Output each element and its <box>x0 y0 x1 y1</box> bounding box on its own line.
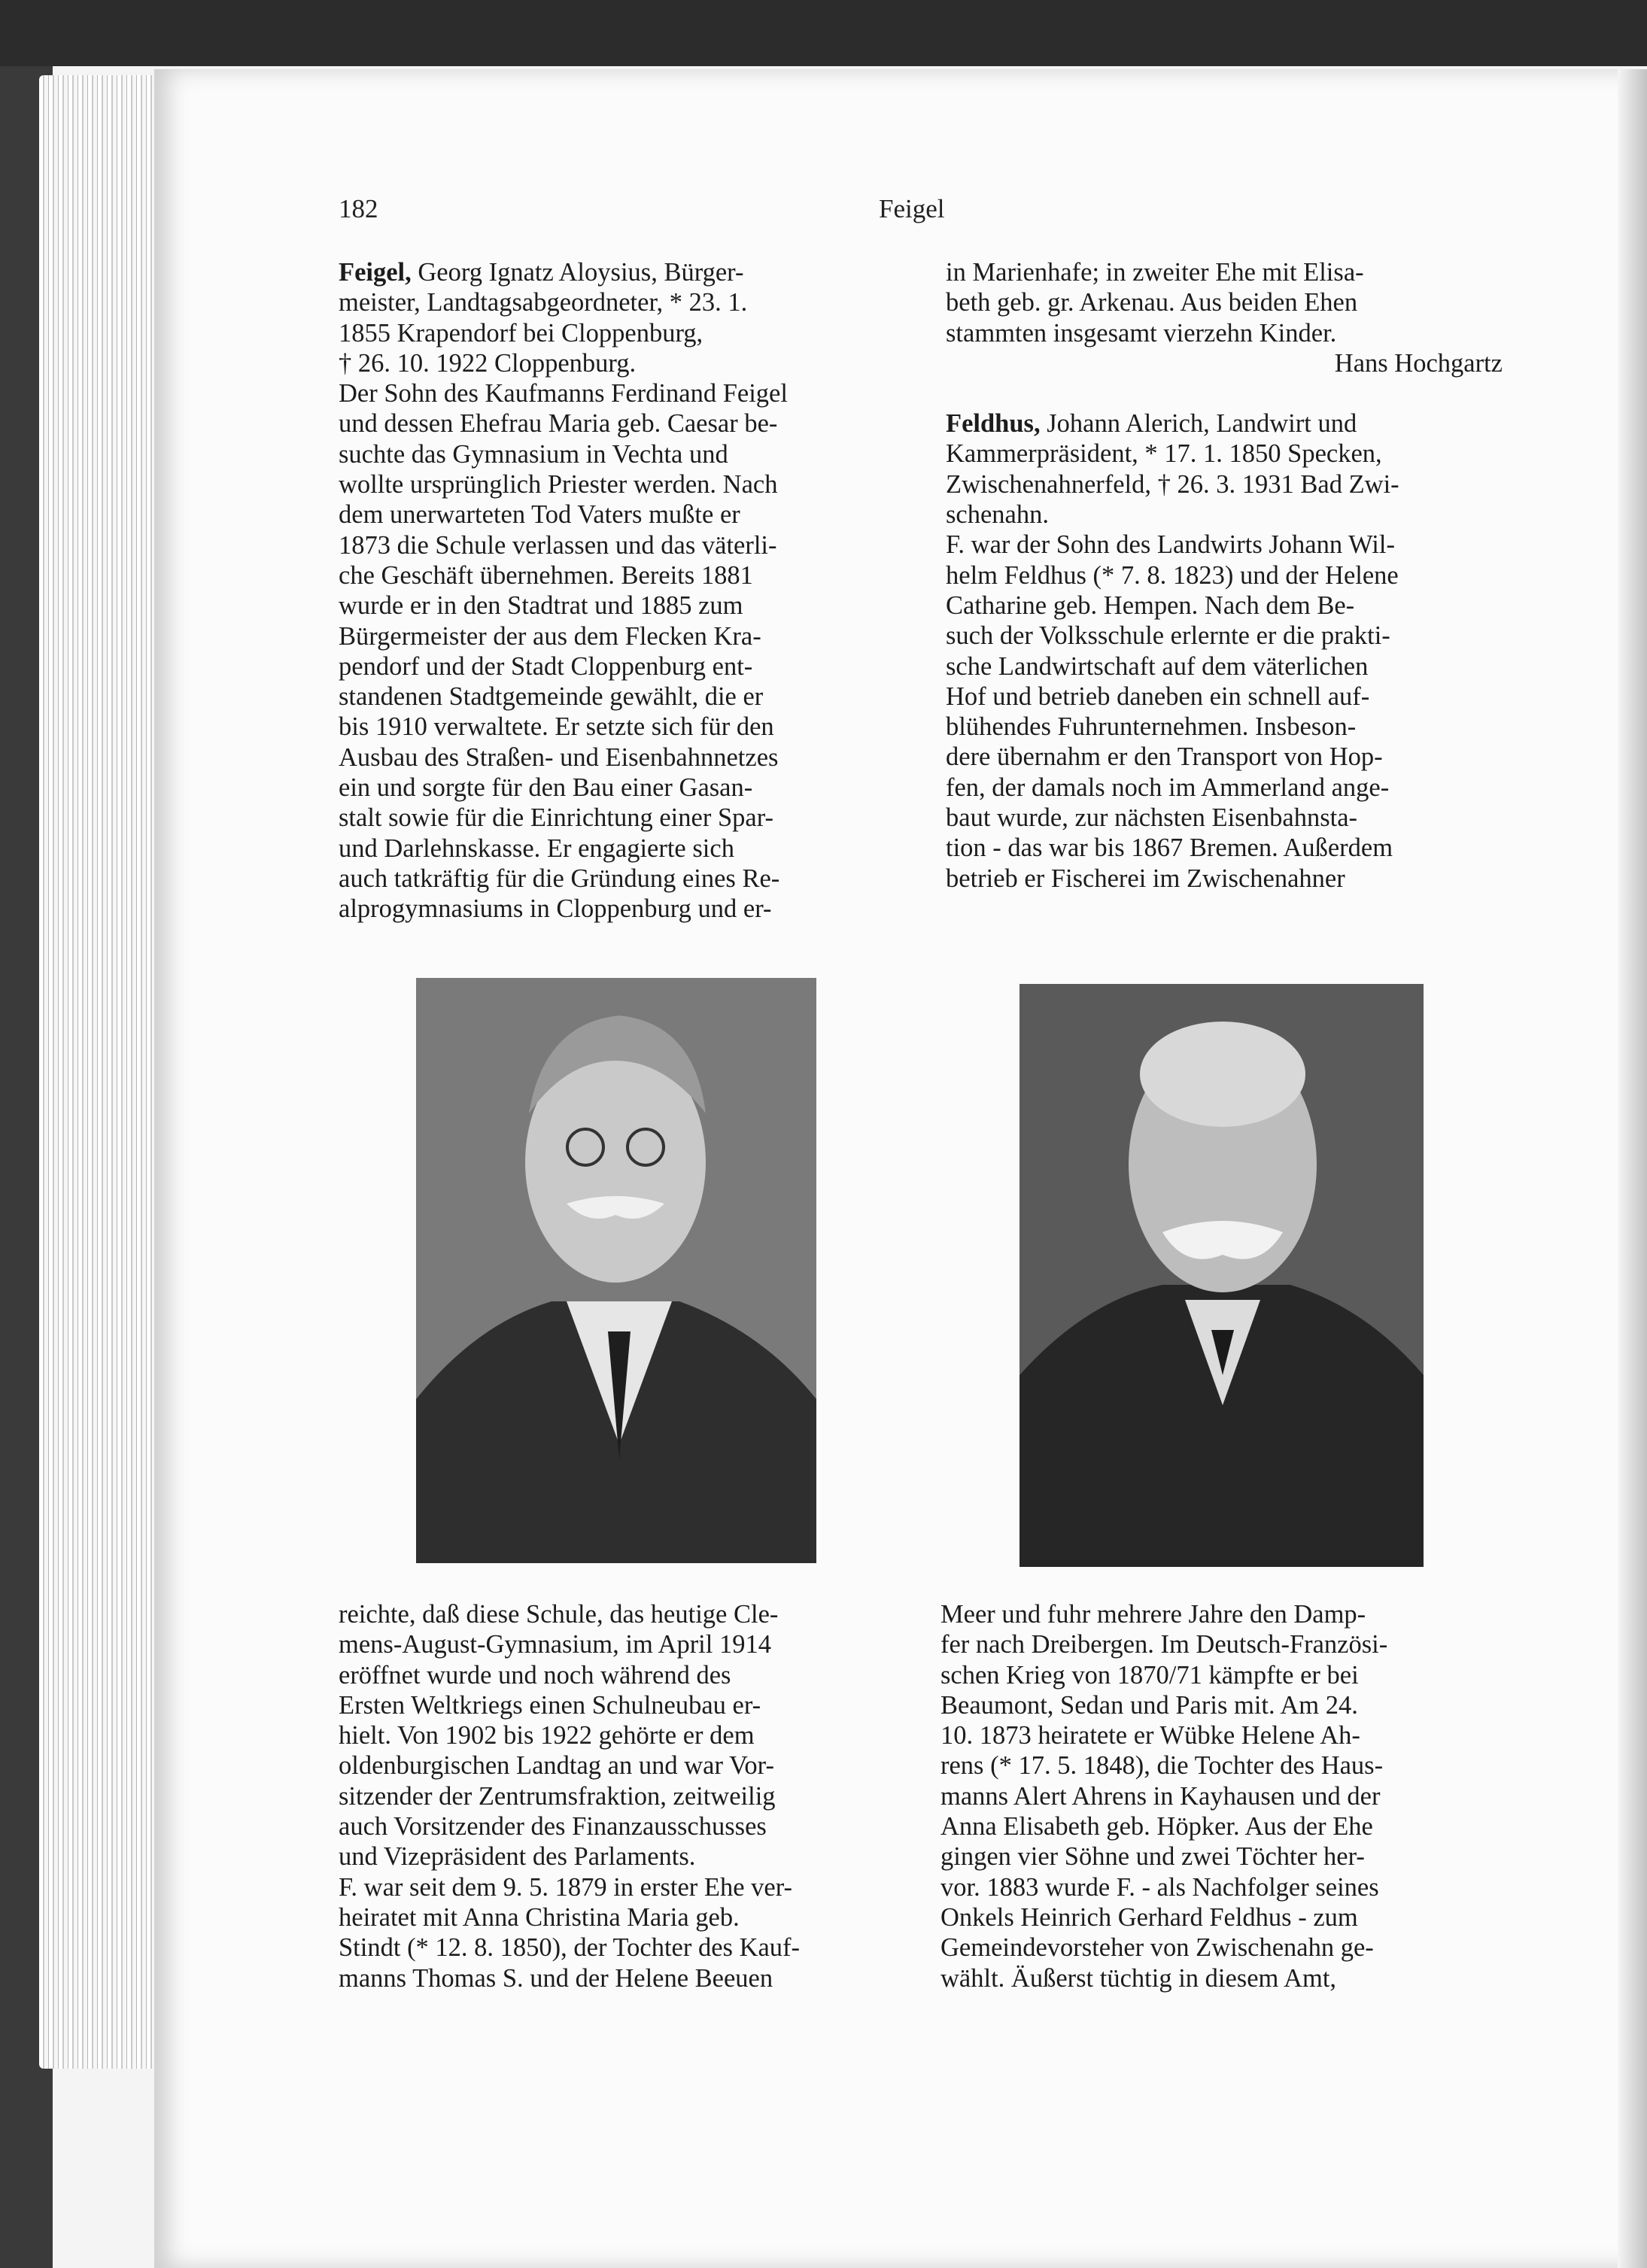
text-line: reichte, daß diese Schule, das heutige Cle- <box>339 1600 779 1629</box>
text-line: Anna Elisabeth geb. Höpker. Aus der Ehe <box>940 1812 1373 1841</box>
page-number: 182 <box>339 194 378 223</box>
text-line: Catharine geb. Hempen. Nach dem Be- <box>946 591 1355 620</box>
text-line: fen, der damals noch im Ammerland ange- <box>946 773 1390 802</box>
text-line: Beaumont, Sedan und Paris mit. Am 24. <box>940 1690 1358 1720</box>
text-line: vor. 1883 wurde F. - als Nachfolger seines <box>940 1872 1379 1902</box>
text-line: che Geschäft übernehmen. Bereits 1881 <box>339 560 753 590</box>
text-line: helm Feldhus (* 7. 8. 1823) und der Helene <box>946 560 1399 590</box>
text-line: und Darlehnskasse. Er engagierte sich <box>339 833 734 863</box>
text-line: Meer und fuhr mehrere Jahre den Damp- <box>940 1600 1366 1629</box>
text-line: auch Vorsitzender des Finanzausschusses <box>339 1812 767 1841</box>
text-line: heiratet mit Anna Christina Maria geb. <box>339 1902 740 1932</box>
entry-separator <box>946 378 1503 408</box>
text-line: schenahn. <box>946 500 1049 530</box>
feigel-entry-continued <box>339 1599 895 1993</box>
text-line: bis 1910 verwaltete. Er setzte sich für den <box>339 712 774 742</box>
right-column-top <box>946 257 1503 894</box>
text-line: Onkels Heinrich Gerhard Feldhus - zum <box>940 1902 1358 1932</box>
text-line: blühendes Fuhrunternehmen. Insbeson- <box>946 712 1357 742</box>
text-line: dere übernahm er den Transport von Hop- <box>946 742 1383 772</box>
feigel-entry-start <box>339 257 895 925</box>
text-line: Ersten Weltkriegs einen Schulneubau er- <box>339 1690 761 1720</box>
text-line: sche Landwirtschaft auf dem väterlichen <box>946 651 1369 681</box>
text-line: eröffnet wurde und noch während des <box>339 1660 731 1690</box>
text-line: mens-August-Gymnasium, im April 1914 <box>339 1630 771 1659</box>
text-line: F. war der Sohn des Landwirts Johann Wil- <box>946 530 1395 560</box>
running-title: Feigel <box>879 194 945 223</box>
feldhus-line-0 <box>946 408 1503 439</box>
feigel-line-0 <box>339 257 895 287</box>
text-line: Ausbau des Straßen- und Eisenbahnnetzes <box>339 742 779 772</box>
portrait-feldhus-drawing <box>1019 984 1424 1567</box>
page-edges <box>39 75 160 2069</box>
text-line: standenen Stadtgemeinde gewählt, die er <box>339 682 764 712</box>
text-line: hielt. Von 1902 bis 1922 gehörte er dem <box>339 1721 755 1750</box>
text-line: Kammerpräsident, * 17. 1. 1850 Specken, <box>946 439 1382 469</box>
text-line: Bürgermeister der aus dem Flecken Kra- <box>339 621 761 651</box>
author-signature: Hans Hochgartz <box>1334 348 1503 378</box>
portrait-feigel-drawing <box>416 978 816 1563</box>
text-line: suchte das Gymnasium in Vechta und <box>339 439 728 469</box>
text-line: † 26. 10. 1922 Cloppenburg. <box>339 348 637 378</box>
text-line: dem unerwarteten Tod Vaters mußte er <box>339 500 740 530</box>
text-line: Stindt (* 12. 8. 1850), der Tochter des Kauf- <box>339 1933 801 1963</box>
book-cover-top <box>0 0 1647 66</box>
text-line: und Vizepräsident des Parlaments. <box>339 1842 696 1872</box>
text-line: stalt sowie für die Einrichtung einer Spar- <box>339 803 773 833</box>
text-line: fer nach Dreibergen. Im Deutsch-Französi- <box>940 1630 1388 1659</box>
text-line: in Marienhafe; in zweiter Ehe mit Elisa- <box>946 258 1364 287</box>
text-line: pendorf und der Stadt Cloppenburg ent- <box>339 651 753 681</box>
text-line: wollte ursprünglich Priester werden. Nach <box>339 470 778 499</box>
feigel-intro-text: Georg Ignatz Aloysius, Bürger- <box>418 258 744 287</box>
feldhus-entry-continued <box>940 1599 1497 1993</box>
text-line: 1873 die Schule verlassen und das väterli- <box>339 530 777 560</box>
text-line: oldenburgischen Landtag an und war Vor- <box>339 1751 774 1781</box>
portrait-feigel <box>416 978 816 1563</box>
text-line: betrieb er Fischerei im Zwischenahner <box>946 864 1345 893</box>
text-line: ein und sorgte für den Bau einer Gasan- <box>339 773 753 803</box>
text-line: gingen vier Söhne und zwei Töchter her- <box>940 1842 1365 1872</box>
text-line: F. war seit dem 9. 5. 1879 in erster Ehe ver- <box>339 1872 793 1902</box>
feldhus-name: Feldhus, <box>946 409 1041 439</box>
text-line: such der Volksschule erlernte er die prakti- <box>946 621 1390 651</box>
text-line: Zwischenahnerfeld, † 26. 3. 1931 Bad Zwi- <box>946 469 1399 499</box>
text-line: 1855 Krapendorf bei Cloppenburg, <box>339 318 703 348</box>
text-line: wurde er in den Stadtrat und 1885 zum <box>339 591 743 621</box>
text-line: 10. 1873 heiratete er Wübke Helene Ah- <box>940 1721 1360 1750</box>
text-line: schen Krieg von 1870/71 kämpfte er bei <box>940 1660 1359 1690</box>
text-line: beth geb. gr. Arkenau. Aus beiden Ehen <box>946 288 1358 317</box>
text-line: alprogymnasiums in Cloppenburg und er- <box>339 894 772 924</box>
text-line: sitzender der Zentrumsfraktion, zeitweilig <box>339 1781 776 1811</box>
text-line: auch tatkräftig für die Gründung eines Re- <box>339 864 780 893</box>
text-line: Der Sohn des Kaufmanns Ferdinand Feigel <box>339 379 788 408</box>
text-line: manns Alert Ahrens in Kayhausen und der <box>940 1781 1381 1811</box>
text-line: stammten insgesamt vierzehn Kinder. <box>946 318 1337 348</box>
text-line: tion - das war bis 1867 Bremen. Außerdem <box>946 833 1393 863</box>
text-line: baut wurde, zur nächsten Eisenbahnsta- <box>946 803 1358 833</box>
text-line: und dessen Ehefrau Maria geb. Caesar be- <box>339 409 778 439</box>
text-line: manns Thomas S. und der Helene Beeuen <box>339 1963 773 1993</box>
page-curl <box>1618 69 1647 2268</box>
text-line: Gemeindevorsteher von Zwischenahn ge- <box>940 1933 1374 1963</box>
feigel-name: Feigel, <box>339 258 412 287</box>
feldhus-intro-text: Johann Alerich, Landwirt und <box>1047 409 1357 439</box>
portrait-feldhus <box>1019 984 1424 1567</box>
text-line: Hof und betrieb daneben ein schnell auf- <box>946 682 1370 711</box>
text-line: meister, Landtagsabgeordneter, * 23. 1. <box>339 288 748 317</box>
text-line: rens (* 17. 5. 1848), die Tochter des Haus- <box>940 1751 1384 1781</box>
text-line: wählt. Äußerst tüchtig in diesem Amt, <box>940 1963 1337 1993</box>
